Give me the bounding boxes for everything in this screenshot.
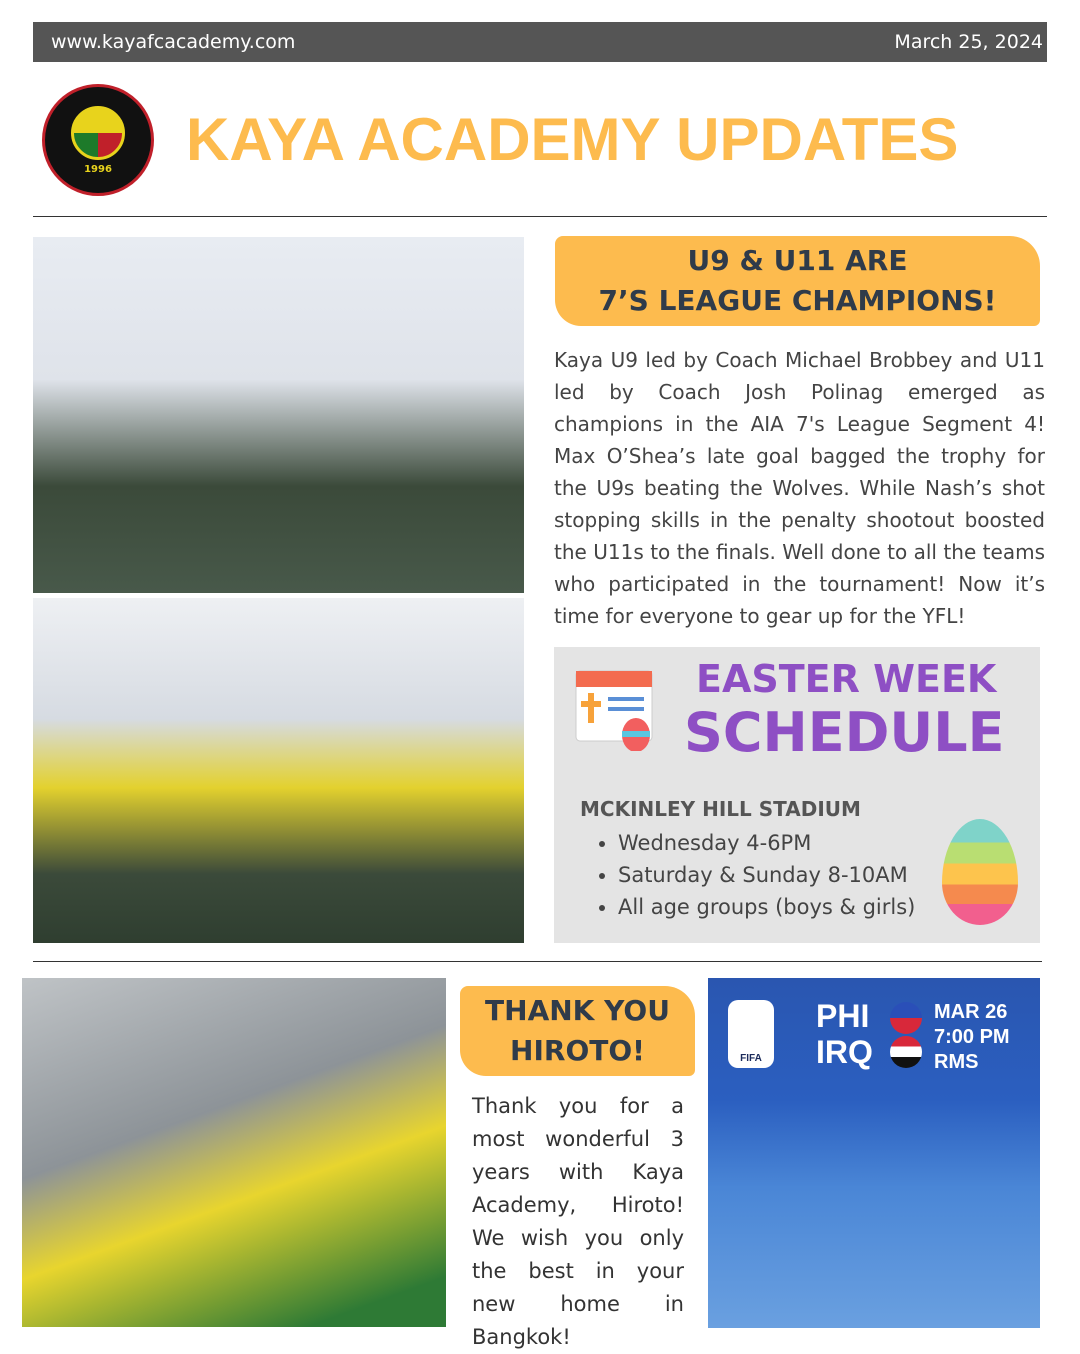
fifa-badge [728,1000,774,1068]
divider [33,216,1047,217]
match-poster [708,978,1040,1328]
headline-line-1: THANK YOU [485,994,670,1027]
schedule-item: • Wednesday 4-6PM [618,827,918,859]
match-time: 7:00 PM [934,1026,1010,1048]
team-photo-u9 [33,237,524,593]
issue-date: March 25, 2024 [894,31,1043,53]
schedule-list [618,827,918,923]
hiroto-photo [22,978,446,1327]
thankyou-headline [460,986,695,1076]
divider [33,961,1042,962]
match-info [934,1000,1038,1075]
easter-subtitle: SCHEDULE [684,701,1005,764]
page-title: KAYA ACADEMY UPDATES [186,106,959,173]
match-venue: RMS [934,1051,979,1073]
calendar-icon [574,663,654,751]
schedule-item: • Saturday & Sunday 8-10AM [618,859,918,891]
ball-icon [71,106,125,160]
team-2: IRQ [816,1034,873,1070]
schedule-item: • All age groups (boys & girls) [618,891,918,923]
champions-story: Kaya U9 led by Coach Michael Brobbey and U11 led by Coach Josh Polinag emerged as champions in the AIA 7's League Segment 4! Max O’Shea’s late goal bagged the trophy for the U9s beating the Wolves. While Nash’s shot stopping skills in the penalty shootout boosted the U11s to the finals. Well done to all the teams who participated in the tournament! Now it’s time for everyone to gear up for the YFL! [554,348,1045,628]
easter-egg-icon [942,819,1018,925]
easter-schedule-box [554,647,1040,943]
iraq-flag-icon [890,1036,922,1068]
headline-line-2: 7’S LEAGUE CHAMPIONS! [598,284,997,317]
fifa-label: FIFA [740,1053,762,1064]
logo-year: 1996 [84,163,112,175]
top-bar [33,22,1047,62]
club-logo [42,84,154,196]
philippines-flag-icon [890,1002,922,1034]
match-date: MAR 26 [934,1001,1008,1023]
headline-line-2: HIROTO! [510,1034,645,1067]
teams [816,998,873,1070]
headline-line-1: U9 & U11 ARE [687,244,908,277]
venue-label: MCKINLEY HILL STADIUM [580,797,861,821]
champions-headline [555,236,1040,326]
easter-title: EASTER WEEK [696,657,997,701]
thankyou-text: Thank you for a most wonderful 3 years with Kaya Academy, Hiroto! We wish you only the best in your new home in Bangkok! [472,1094,684,1349]
team-photo-u11 [33,598,524,943]
website-link[interactable]: www.kayafcacademy.com [51,31,296,53]
team-1: PHI [816,998,870,1034]
